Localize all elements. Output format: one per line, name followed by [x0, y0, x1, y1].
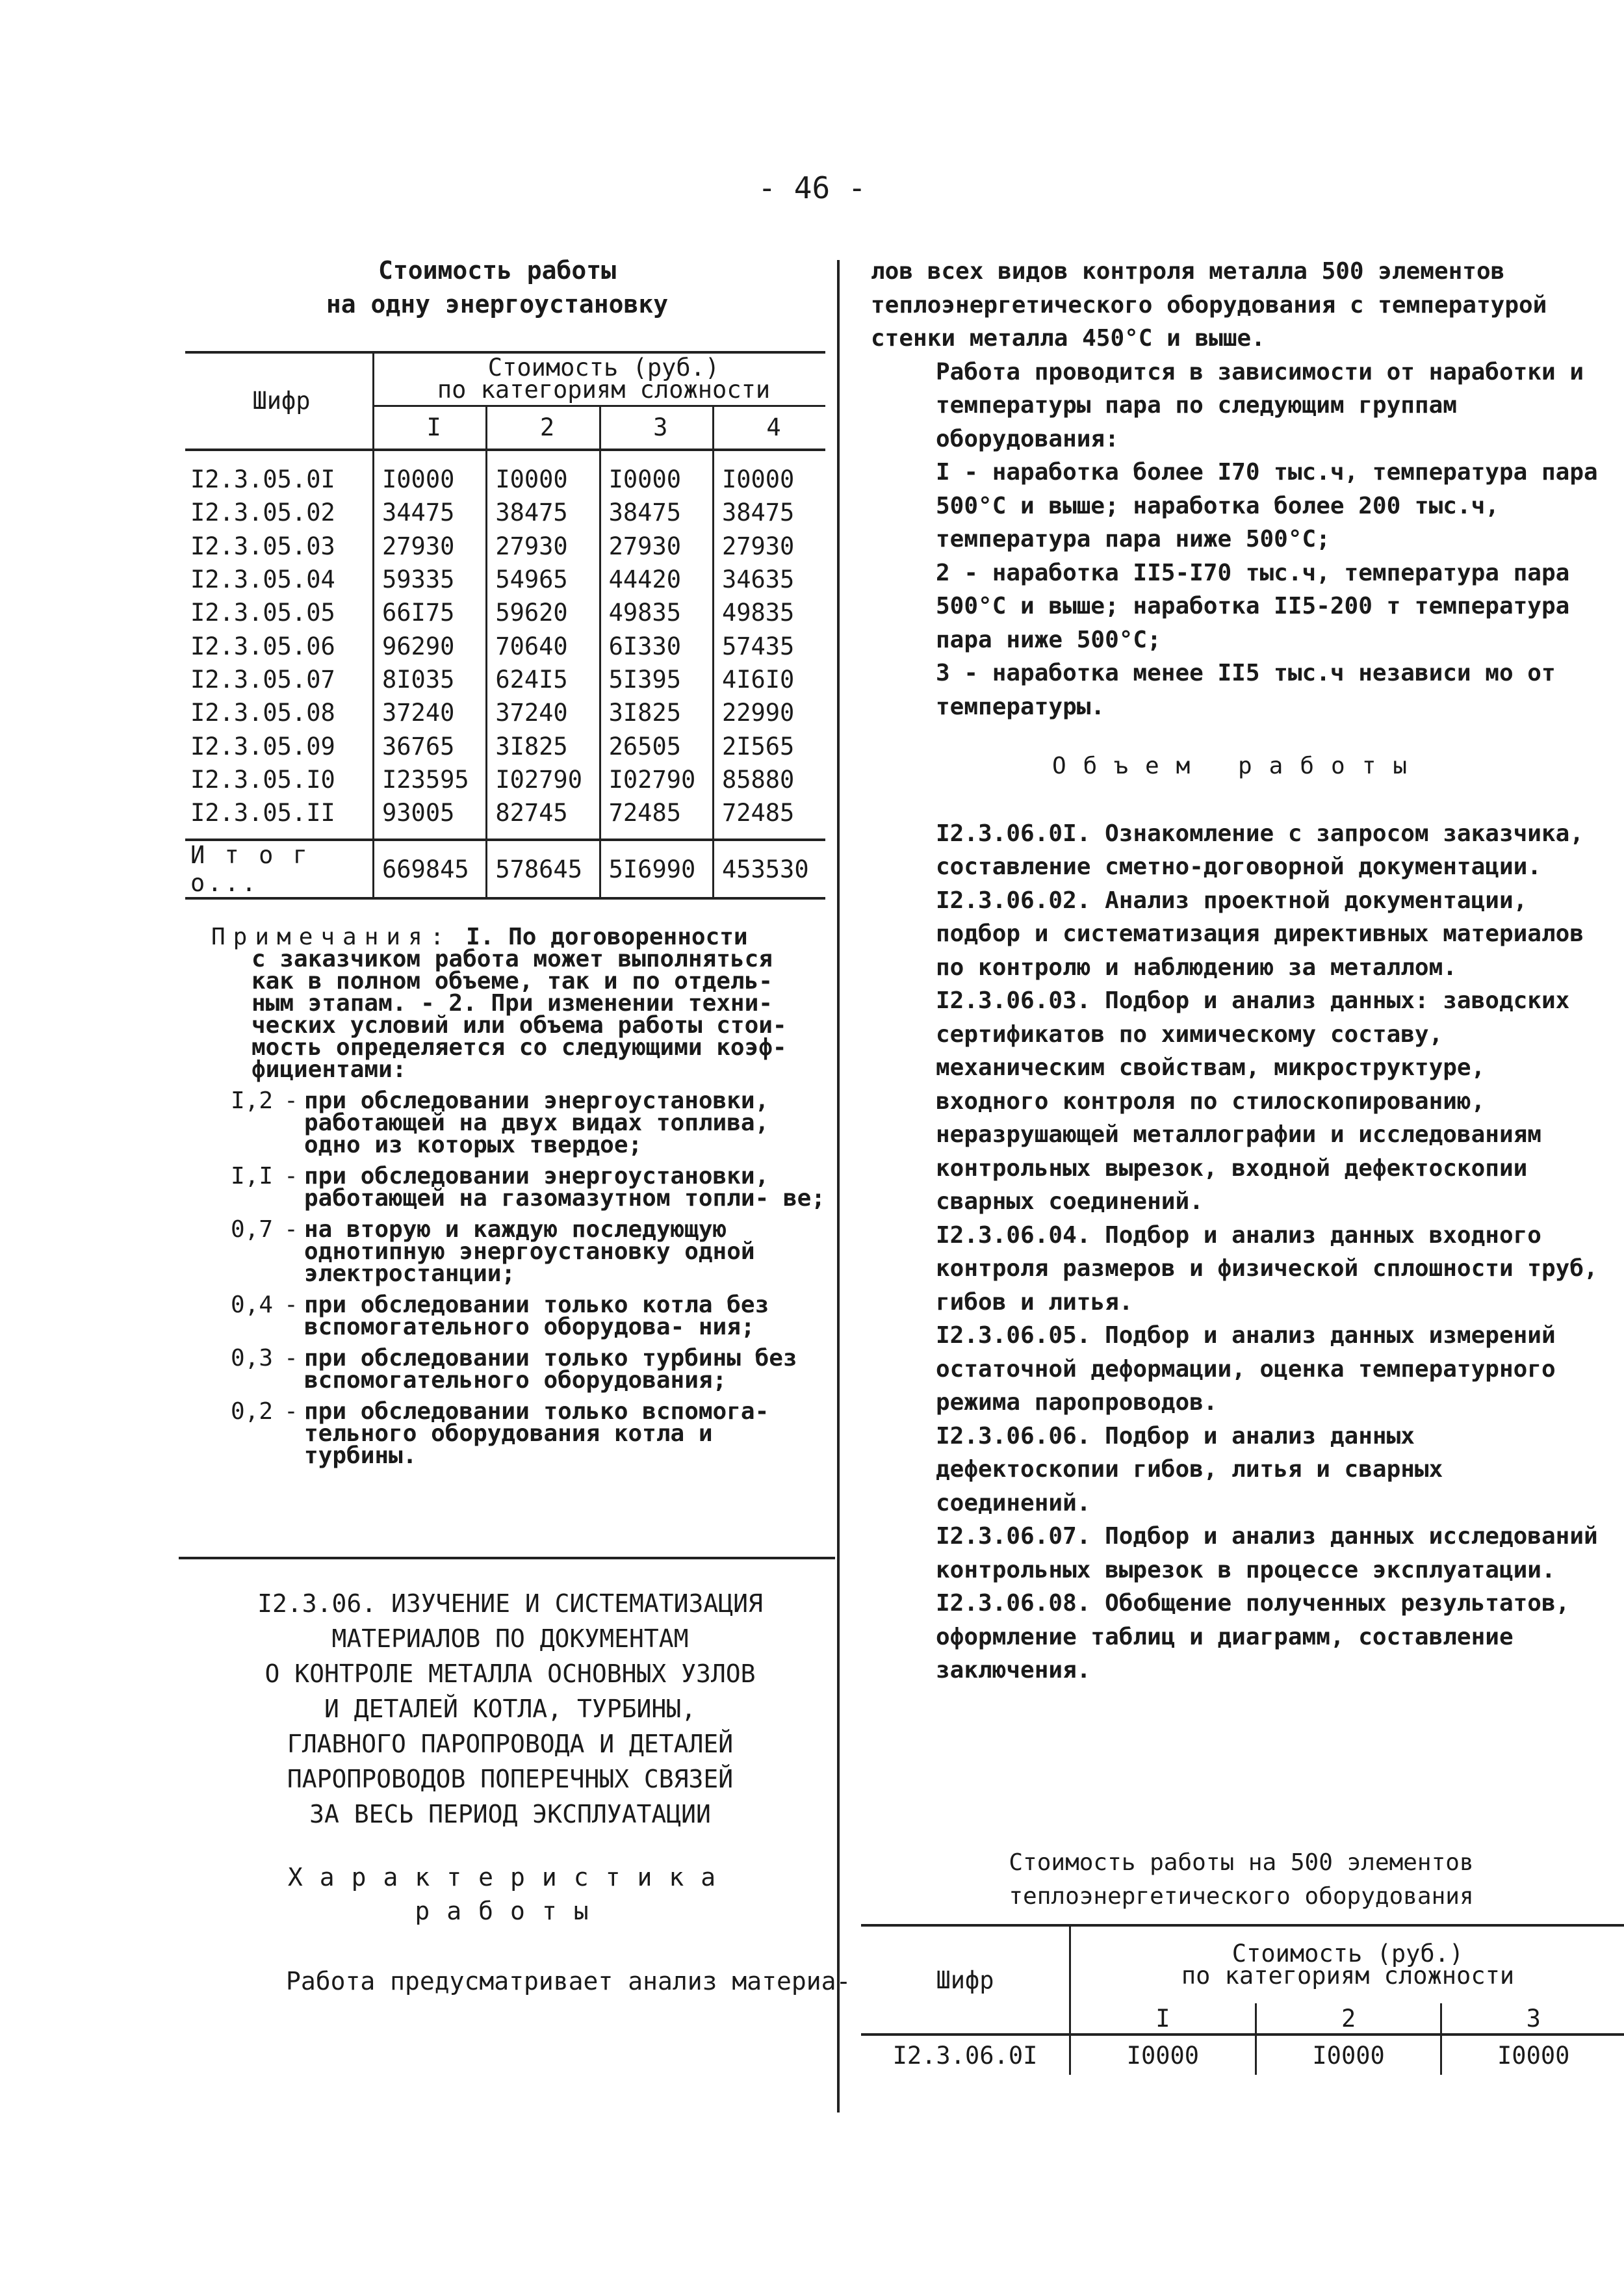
cost-table-500-elements	[861, 1924, 1624, 2075]
coefficient-dash: -	[284, 1345, 298, 1372]
left-table-title-line: на одну энергоустановку	[326, 290, 669, 318]
row-code: I2.3.05.08	[190, 699, 335, 727]
section-title-line: ПАРОПРОВОДОВ ПОПЕРЕЧНЫХ СВЯЗЕЙ	[287, 1765, 734, 1793]
row-value: 49835	[600, 596, 713, 629]
coefficient-dash: -	[284, 1398, 298, 1425]
section-title-line: МАТЕРИАЛОВ ПО ДОКУМЕНТАМ	[331, 1624, 689, 1653]
row-value: 59335	[374, 563, 487, 596]
category-header: 4	[713, 406, 825, 450]
notes-line: с заказчиком работа может выполняться	[251, 946, 773, 972]
coefficient-value: 0,4	[230, 1292, 273, 1318]
row-value: 27930	[374, 530, 487, 563]
group-header-line: Стоимость (руб.)	[487, 354, 720, 382]
row-value: 54965	[487, 563, 600, 596]
work-item: I2.3.06.07. Подбор и анализ данных исследований контрольных вырезок в процессе эксплуатации.	[936, 1523, 1598, 1583]
coefficient-dash: -	[284, 1292, 298, 1318]
work-item: I2.3.06.08. Обобщение полученных результатов, оформление таблиц и диаграмм, составление заключения.	[936, 1590, 1570, 1684]
row-value: 38475	[487, 496, 600, 529]
row-code: I2.3.05.09	[190, 732, 335, 760]
left-table-title	[175, 254, 819, 321]
group-header-line: по категориям сложности	[437, 376, 771, 404]
table-row	[185, 530, 825, 563]
table-row	[185, 596, 825, 629]
coefficient-text: при обследовании только котла без вспомогательного оборудова- ния;	[304, 1292, 769, 1340]
total-label: И т о г о...	[185, 840, 374, 898]
row-value: 34475	[374, 496, 487, 529]
notes-line: как в полном объеме, так и по отдель-	[251, 968, 773, 994]
coefficient-text: при обследовании энергоустановки, работающей на двух видах топлива, одно из которых твердое;	[304, 1087, 769, 1158]
section-title-line: ЗА ВЕСЬ ПЕРИОД ЭКСПЛУАТАЦИИ	[309, 1800, 711, 1828]
coefficient-list	[211, 1087, 829, 1469]
category-header: 3	[1441, 2003, 1624, 2034]
row-value: 624I5	[487, 663, 600, 696]
row-value: 3I825	[600, 696, 713, 729]
category-header: I	[1070, 2003, 1256, 2034]
row-value: I23595	[374, 763, 487, 796]
row-value: 37240	[374, 696, 487, 729]
table-row	[185, 763, 825, 796]
section-title	[195, 1586, 825, 1832]
paragraph: лов всех видов контроля металла 500 элементов теплоэнергетического оборудования с температурой стенки металла 450°С и выше.	[871, 258, 1547, 352]
row-value: 27930	[713, 530, 825, 563]
group-header-line: Стоимость (руб.)	[1231, 1940, 1464, 1968]
category-header: 2	[487, 406, 600, 450]
total-cell: 453530	[713, 840, 825, 898]
row-code: I2.3.05.02	[190, 499, 335, 527]
row-value: I0000	[1070, 2034, 1256, 2075]
row-value: 22990	[713, 696, 825, 729]
characteristic-heading-line: Характеристика	[287, 1863, 733, 1892]
coefficient-value: I,I	[230, 1163, 273, 1190]
row-value: 72485	[600, 796, 713, 829]
table-row	[185, 729, 825, 762]
row-value: 27930	[487, 530, 600, 563]
notes-line: ческих условий или объема работы стои-	[251, 1012, 787, 1039]
row-value: 72485	[713, 796, 825, 829]
notes-line: ным этапам. - 2. При изменении техни-	[251, 990, 773, 1017]
category-header: 2	[1256, 2003, 1441, 2034]
row-value: 5I395	[600, 663, 713, 696]
coefficient-row	[211, 1087, 829, 1158]
paragraph: Работа проводится в зависимости от наработки и температуры пара по следующим группам оборудования:	[936, 358, 1584, 452]
right-table-title-line: Стоимость работы на 500 элементов	[1009, 1849, 1474, 1876]
row-value: I02790	[487, 763, 600, 796]
total-cell: 669845	[374, 840, 487, 898]
row-value: 66I75	[374, 596, 487, 629]
row-value: I0000	[1441, 2034, 1624, 2075]
right-table-title-line: теплоэнергетического оборудования	[1009, 1883, 1474, 1910]
row-value: 37240	[487, 696, 600, 729]
coefficient-text: при обследовании только вспомога- тельного оборудования котла и турбины.	[304, 1398, 769, 1469]
row-value: 96290	[374, 629, 487, 662]
section-title-line: О КОНТРОЛЕ МЕТАЛЛА ОСНОВНЫХ УЗЛОВ	[264, 1659, 756, 1688]
row-value: 3I825	[487, 729, 600, 762]
row-value: 36765	[374, 729, 487, 762]
notes-title: Примечания:	[211, 924, 452, 950]
notes-line: мость определяется со следующими коэф-	[251, 1034, 787, 1061]
table-row	[185, 496, 825, 529]
section-rule	[179, 1557, 835, 1559]
work-item: I2.3.06.05. Подбор и анализ данных измерений остаточной деформации, оценка температурного режима паропроводов.	[936, 1322, 1556, 1416]
row-value: 38475	[600, 496, 713, 529]
row-code: I2.3.05.II	[190, 799, 335, 827]
row-code: I2.3.06.0I	[892, 2041, 1038, 2070]
coefficient-value: 0,3	[230, 1345, 273, 1372]
group-header-line: по категориям сложности	[1181, 1962, 1515, 1990]
row-value: 93005	[374, 796, 487, 829]
row-value: 44420	[600, 563, 713, 596]
total-cell: 5I6990	[600, 840, 713, 898]
row-value: 57435	[713, 629, 825, 662]
col-header-group	[374, 352, 826, 406]
section-title-line: ГЛАВНОГО ПАРОПРОВОДА И ДЕТАЛЕЙ	[287, 1730, 734, 1758]
table-row	[185, 450, 825, 496]
row-value: I0000	[374, 450, 487, 496]
coefficient-value: 0,2	[230, 1398, 273, 1425]
coefficient-dash: -	[284, 1216, 298, 1243]
notes-line: фициентами:	[251, 1056, 407, 1083]
section-title-line: I2.3.06. ИЗУЧЕНИЕ И СИСТЕМАТИЗАЦИЯ	[257, 1589, 763, 1618]
row-code: I2.3.05.06	[190, 632, 335, 660]
work-item: I2.3.06.06. Подбор и анализ данных дефектоскопии гибов, литья и сварных соединений.	[936, 1422, 1443, 1516]
row-value: 82745	[487, 796, 600, 829]
row-code: I2.3.05.03	[190, 532, 335, 560]
row-value: 2I565	[713, 729, 825, 762]
coefficient-row	[211, 1398, 829, 1469]
row-value: 27930	[600, 530, 713, 563]
col-header-group	[1070, 1925, 1624, 2003]
total-row	[185, 840, 825, 898]
row-code: I2.3.05.07	[190, 665, 335, 694]
row-value: 70640	[487, 629, 600, 662]
notes-intro	[211, 948, 829, 1081]
work-item: I2.3.06.02. Анализ проектной документации, подбор и систематизация директивных материалов по контролю и наблюдению за металлом.	[936, 887, 1584, 981]
row-value: I0000	[1256, 2034, 1441, 2075]
table-row	[185, 563, 825, 596]
table-spacer	[185, 829, 825, 840]
notes-first-line: I. По договоренности	[466, 924, 748, 950]
table-row	[185, 663, 825, 696]
row-code: I2.3.05.I0	[190, 765, 335, 794]
coefficient-row	[211, 1216, 829, 1287]
cost-table-energy-unit	[185, 351, 825, 900]
work-item: I2.3.06.04. Подбор и анализ данных входного контроля размеров и физической сплошности труб, гибов и литья.	[936, 1221, 1598, 1316]
total-cell: 578645	[487, 840, 600, 898]
section-title-line: И ДЕТАЛЕЙ КОТЛА, ТУРБИНЫ,	[324, 1695, 696, 1723]
col-header-code: Шифр	[861, 1925, 1070, 2034]
characteristic-heading	[195, 1860, 825, 1928]
row-code: I2.3.05.04	[190, 566, 335, 594]
volume-heading: Объем работы	[1051, 753, 1424, 779]
row-value: I02790	[600, 763, 713, 796]
coefficient-row	[211, 1347, 829, 1392]
table-row	[185, 796, 825, 829]
row-value: 4I6I0	[713, 663, 825, 696]
characteristic-heading-line: работы	[415, 1897, 606, 1925]
group-item: 3 - наработка менее II5 тыс.ч независи мо от температуры.	[936, 660, 1556, 720]
row-value: 26505	[600, 729, 713, 762]
column-divider	[837, 260, 840, 2112]
row-value: 8I035	[374, 663, 487, 696]
category-header: 3	[600, 406, 713, 450]
work-item: I2.3.06.03. Подбор и анализ данных: заводских сертификатов по химическому составу, механическим свойствам, микроструктуре, входного контроля по стилоскопированию, неразрушающей металлографии и исследованиям контрольных вырезок, входной дефектоскопии сварных соединений.	[936, 987, 1570, 1215]
col-header-code: Шифр	[185, 352, 374, 450]
coefficient-dash: -	[284, 1163, 298, 1190]
row-value: 38475	[713, 496, 825, 529]
row-code: I2.3.05.0I	[190, 465, 335, 494]
coefficient-text: при обследовании энергоустановки, работающей на газомазутном топли- ве;	[304, 1163, 825, 1212]
row-value: 34635	[713, 563, 825, 596]
group-item: I - наработка более I70 тыс.ч, температура пара 500°С и выше; наработка более 200 тыс.ч, температура пара ниже 500°С;	[936, 459, 1598, 552]
row-code: I2.3.05.05	[190, 599, 335, 627]
group-item: 2 - наработка II5-I70 тыс.ч, температура пара 500°С и выше; наработка II5-200 т температура пара ниже 500°С;	[936, 559, 1570, 653]
page-number: - 46 -	[758, 170, 866, 205]
row-value: 6I330	[600, 629, 713, 662]
table-row	[185, 696, 825, 729]
row-value: I0000	[713, 450, 825, 496]
table-row	[185, 629, 825, 662]
right-table-title	[874, 1846, 1608, 1914]
coefficient-row	[211, 1165, 829, 1210]
coefficient-text: на вторую и каждую последующую однотипную энергоустановку одной электростанции;	[304, 1216, 755, 1287]
right-text-column	[871, 255, 1605, 1687]
row-value: I0000	[487, 450, 600, 496]
coefficient-dash: -	[284, 1087, 298, 1114]
row-value: 49835	[713, 596, 825, 629]
coefficient-text: при обследовании только турбины без вспомогательного оборудования;	[304, 1345, 797, 1394]
row-value: 85880	[713, 763, 825, 796]
left-table-title-line: Стоимость работы	[378, 256, 617, 285]
category-header: I	[374, 406, 487, 450]
table-row	[861, 2034, 1624, 2075]
work-item: I2.3.06.0I. Ознакомление с запросом заказчика, составление сметно-договорной документации.	[936, 820, 1584, 880]
row-value: I0000	[600, 450, 713, 496]
work-description-start: Работа предусматривает анализ материа-	[286, 1967, 851, 1996]
row-value: 59620	[487, 596, 600, 629]
work-items	[871, 817, 1605, 1687]
coefficient-row	[211, 1294, 829, 1338]
coefficient-value: I,2	[230, 1087, 273, 1114]
coefficient-value: 0,7	[230, 1216, 273, 1243]
notes-block	[211, 926, 829, 1467]
